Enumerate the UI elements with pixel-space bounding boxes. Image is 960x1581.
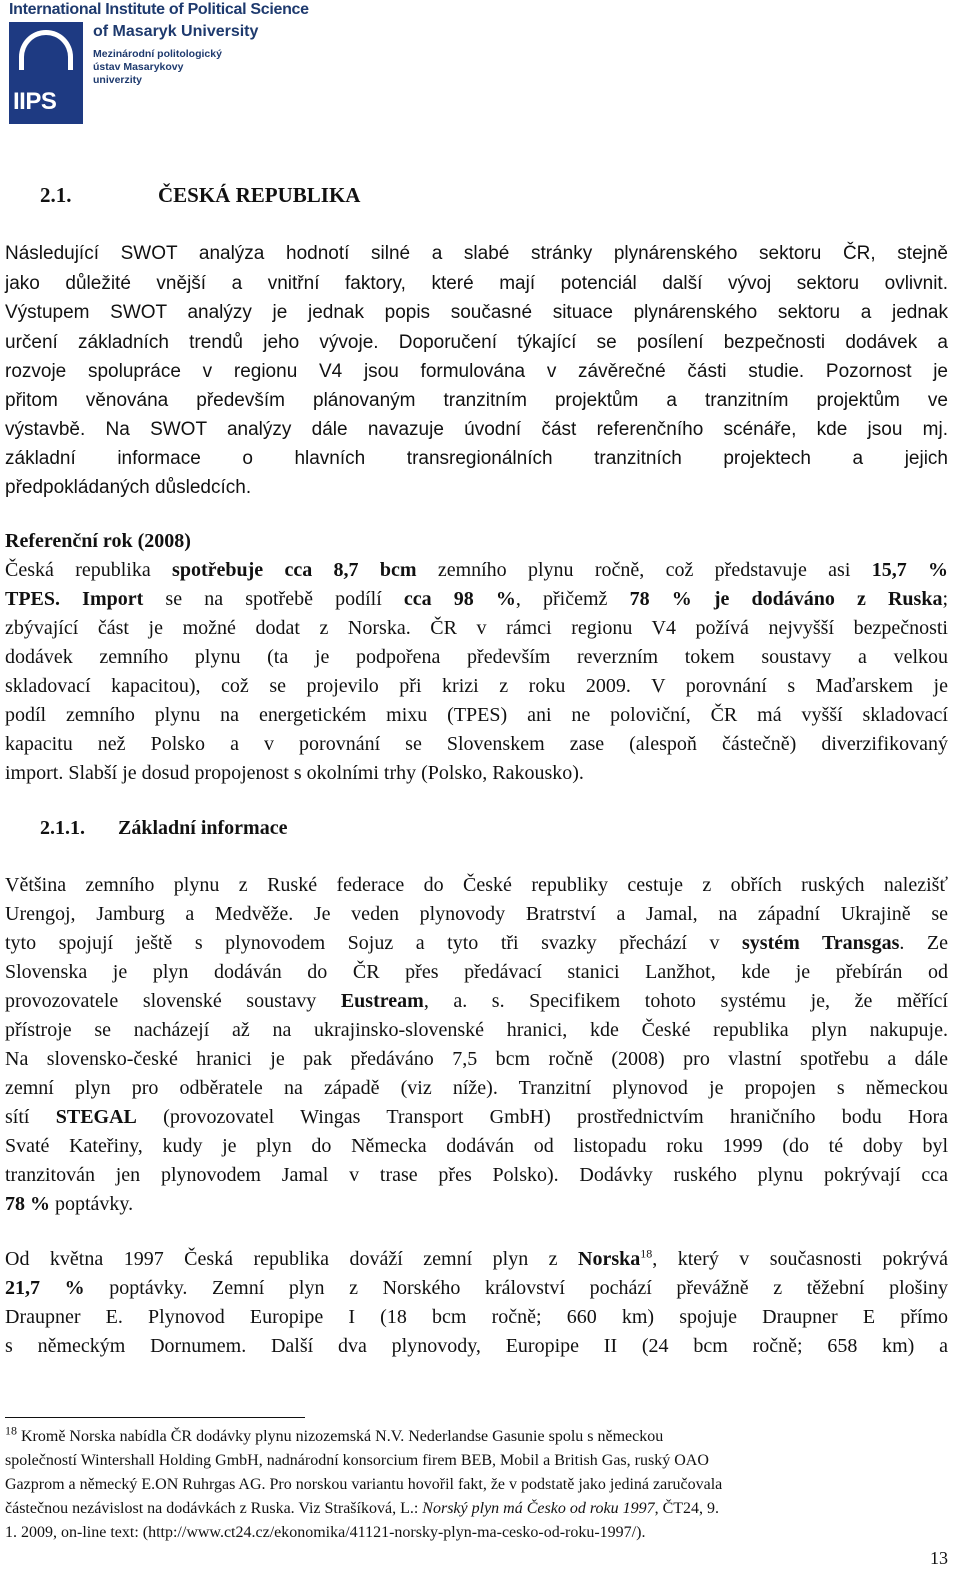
paragraph-line: základní informace o hlavních transregionálních tranzitních projektech a jejich <box>5 448 948 469</box>
footnote-line: částečnou nezávislost na dodávkách z Ruska. Viz Strašíková, L.: Norský plyn má Česko od roku 1997, ČT24, 9. <box>5 1500 720 1517</box>
paragraph-line: přitom věnována především plánovaným tranzitním projektům a tranzitním projektům ve <box>5 390 948 411</box>
logo-masaryk-line: of Masaryk University <box>93 23 259 40</box>
paragraph-line: Většina zemního plynu z Ruské federace do České republiky cestuje z obřích ruských nalezišť <box>5 874 948 896</box>
footnote-line: Gazprom a německý E.ON Ruhrgas AG. Pro norskou variantu hovořil fakt, že v podstatě jako jediná zaručovala <box>5 1476 723 1493</box>
paragraph-line: určení základních trendů jeho vývoje. Doporučení týkající se posílení bezpečnosti dodávek a <box>5 332 948 353</box>
paragraph-line: přístroje se nacházejí až na ukrajinsko-slovenské hranici, kde České republika plyn nakupuje. <box>5 1019 948 1041</box>
paragraph-line: Slovenska je plyn dodáván do ČR přes předávací stanici Lanžhot, kde je přebírán od <box>5 961 948 983</box>
paragraph-line: jako důležité vnější a vnitřní faktory, které mají potenciál další vývoj sektoru ovlivnit. <box>5 273 948 294</box>
paragraph-line: Česká republika spotřebuje cca 8,7 bcm zemního plynu ročně, což představuje asi 15,7 % <box>5 559 948 581</box>
logo-czech-line: ústav Masarykovy <box>93 61 184 73</box>
paragraph-line: výstavbě. Na SWOT analýzy dále navazuje úvodní část referenčního scénáře, kde jsou mj. <box>5 419 948 440</box>
paragraph-line: Urengoj, Jamburg a Medvěže. Je veden plynovody Bratrství a Jamal, na západní Ukrajině se <box>5 903 948 925</box>
logo-czech-line: Mezinárodní politologický <box>93 48 222 60</box>
footnote-line: $^{18}$ Kromě Norska nabídla ČR dodávky plynu nizozemská N.V. Nederlandse Gasunie spolu s německou <box>5 1423 664 1445</box>
paragraph-line: předpokládaných důsledcích. <box>5 477 252 498</box>
paragraph-line: zbývající část je možné dodat z Norska. ČR v rámci regionu V4 požívá nejvyšší bezpečnosti <box>5 617 948 639</box>
paragraph-line: Na slovensko-české hranici je pak předáváno 7,5 bcm ročně (2008) pro vlastní spotřebu a dále <box>5 1048 948 1070</box>
paragraph-line: podíl zemního plynu na energetickém mixu (TPES) ani ne poloviční, ČR má vyšší skladovací <box>5 704 948 726</box>
paragraph-line: Draupner E. Plynovod Europipe I (18 bcm ročně; 660 km) spojuje Draupner E přímo <box>5 1306 948 1328</box>
paragraph-line: skladovací kapacitou), což se projevilo při krizi z roku 2009. V porovnání s Maďarskem je <box>5 675 948 697</box>
footnote-number: 18 <box>5 1423 17 1438</box>
paragraph-line: Od května 1997 Česká republika dováží zemní plyn z Norska$^{18}$, který v současnosti pokrývá <box>5 1246 948 1270</box>
page-number: 13 <box>930 1548 948 1568</box>
logo-subtitle <box>93 22 258 87</box>
logo-czech-name <box>93 48 258 87</box>
paragraph-line: import. Slabší je dosud propojenost s okolními trhy (Polsko, Rakousko). <box>5 762 584 784</box>
footnote-ref[interactable]: 18 <box>640 1246 653 1261</box>
paragraph-line: tyto spojují ještě s plynovodem Sojuz a tyto tři svazky přechází v systém Transgas. Ze <box>5 932 949 954</box>
paragraph-line: 78 % poptávky. <box>5 1193 134 1215</box>
paragraph-line: 21,7 % poptávky. Zemní plyn z Norského království pochází převážně z těžební plošiny <box>5 1277 949 1299</box>
section-number: 2.1. <box>40 183 72 207</box>
iips-logo-box <box>9 22 83 124</box>
footnote-divider <box>5 1417 305 1418</box>
footnote-line: 1. 2009, on-line text: (http://www.ct24.cz/ekonomika/41121-norsky-plyn-ma-cesko-od-roku-1997/). <box>5 1524 646 1541</box>
logo-arc-icon <box>19 30 73 70</box>
section-title: ČESKÁ REPUBLIKA <box>158 183 361 207</box>
subsection-title: Základní informace <box>118 817 288 839</box>
subsection-number: 2.1.1. <box>40 817 85 839</box>
paragraph-line: zemní plyn pro odběratele na západě (viz níže). Tranzitní plynovod je propojen s německou <box>5 1077 948 1099</box>
paragraph-line: Výstupem SWOT analýzy je jednak popis současné situace plynárenského sektoru a jednak <box>5 302 948 323</box>
paragraph-line: sítí STEGAL (provozovatel Wingas Transport GmbH) prostřednictvím hraničního bodu Hora <box>5 1106 949 1128</box>
logo-iips-text: IIPS <box>13 88 57 115</box>
paragraph-line: kapacitu než Polsko a v porovnání se Slovenskem zase (alespoň částečně) diverzifikovaný <box>5 733 948 755</box>
paragraph-line: Následující SWOT analýza hodnotí silné a slabé stránky plynárenského sektoru ČR, stejně <box>5 243 948 264</box>
reference-heading: Referenční rok (2008) <box>5 530 191 552</box>
paragraph-line: dodávek zemního plynu (ta je podpořena především reverzním tokem soustavy a velkou <box>5 646 948 668</box>
logo-title <box>9 0 309 20</box>
paragraph-line: rozvoje spolupráce v regionu V4 jsou formulována v závěrečné části studie. Pozornost je <box>5 361 948 382</box>
paragraph-line: TPES. Import se na spotřebě podílí cca 98 %, přičemž 78 % je dodáváno z Ruska; <box>5 588 949 610</box>
paragraph-line: Svaté Kateřiny, kudy je plyn do Německa dodáván od listopadu roku 1999 (do té doby byl <box>5 1135 948 1157</box>
institute-logo <box>9 0 349 125</box>
logo-czech-line: univerzity <box>93 74 143 86</box>
paragraph-line: provozovatele slovenské soustavy Eustream, a. s. Specifikem tohoto systému je, že měřící <box>5 990 948 1012</box>
footnote-line: společností Wintershall Holding GmbH, nadnárodní konsorcium firem BEB, Mobil a British Gas, ruský OAO <box>5 1452 709 1469</box>
paragraph-line: s německým Dornumem. Další dva plynovody, Europipe II (24 bcm ročně; 658 km) a <box>5 1335 948 1357</box>
logo-title-text: International Institute of Political Science <box>9 1 309 18</box>
paragraph-line: tranzitován jen plynovodem Jamal v trase přes Polsko). Dodávky ruského plynu pokrývají cca <box>5 1164 948 1186</box>
